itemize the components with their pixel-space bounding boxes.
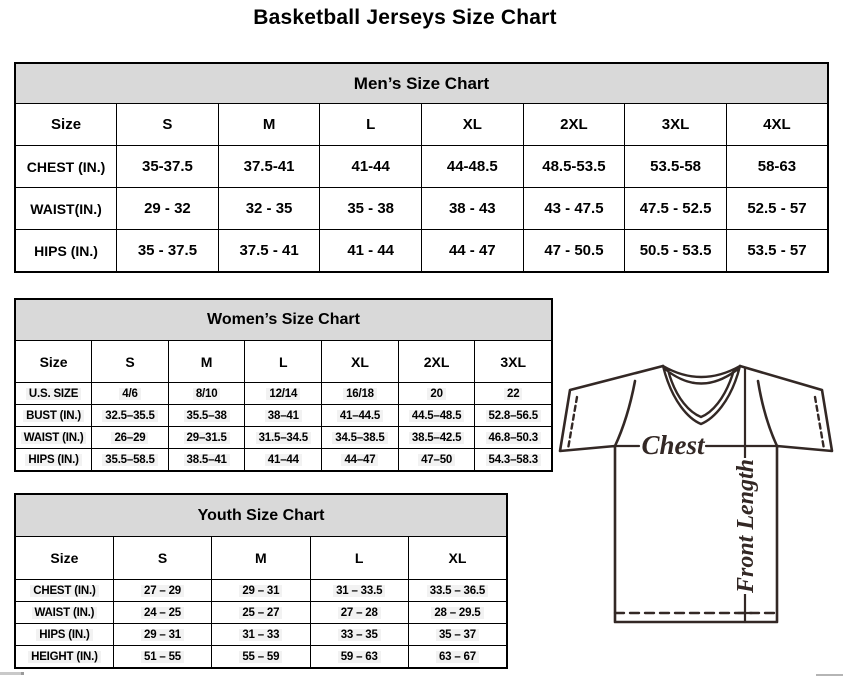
- mens-size-chart-section: [14, 62, 829, 273]
- measurement-value-cell: [212, 580, 310, 602]
- page-title: Basketball Jerseys Size Chart: [253, 6, 557, 29]
- measurement-value-cell: [475, 449, 552, 472]
- measurement-value-text: 12/14: [266, 388, 300, 400]
- table-row: [15, 146, 828, 188]
- measurement-value-cell: [422, 188, 524, 230]
- measurement-label-cell: [15, 188, 117, 230]
- measurement-label-text: U.S. SIZE: [26, 388, 81, 400]
- measurement-value-text: 38.5–41: [184, 454, 230, 466]
- measurement-label-cell: [15, 580, 113, 602]
- measurement-value-text: 55 – 59: [239, 651, 282, 663]
- measurement-value-cell: [408, 580, 507, 602]
- measurement-value-cell: [422, 230, 524, 273]
- measurement-label-text: WAIST (IN.): [32, 607, 98, 619]
- measurement-value-cell: [322, 427, 399, 449]
- measurement-value-text: 38–41: [265, 410, 302, 422]
- size-column-cell: XL: [322, 341, 399, 383]
- measurement-value-cell: [726, 146, 828, 188]
- measurement-value-text: 54.3–58.3: [486, 454, 541, 466]
- measurement-value-text: 8/10: [193, 388, 221, 400]
- table-row: [15, 188, 828, 230]
- measurement-value-text: 50.5 - 53.5: [639, 242, 712, 259]
- size-column-cell: XL: [408, 537, 507, 580]
- measurement-value-cell: [422, 146, 524, 188]
- measurement-value-cell: [168, 427, 245, 449]
- measurement-value-text: 32.5–35.5: [102, 410, 157, 422]
- measurement-label-text: WAIST (IN.): [21, 432, 87, 444]
- measurement-value-cell: [322, 383, 399, 405]
- measurement-value-text: 35.5–38: [184, 410, 230, 422]
- measurement-label-cell: [15, 405, 92, 427]
- measurement-label-cell: [15, 624, 113, 646]
- measurement-value-cell: [92, 427, 169, 449]
- table-row: [15, 646, 507, 669]
- measurement-value-text: 4/6: [119, 388, 140, 400]
- measurement-label-text: HIPS (IN.): [34, 242, 98, 259]
- measurement-value-text: 32 - 35: [245, 200, 293, 217]
- measurement-value-text: 31 – 33: [239, 629, 282, 641]
- measurement-value-cell: [117, 146, 219, 188]
- measurement-value-text: 20: [427, 388, 445, 400]
- measurement-value-cell: [398, 405, 475, 427]
- measurement-value-cell: [408, 624, 507, 646]
- measurement-value-cell: [113, 580, 211, 602]
- chest-label: Chest: [641, 430, 705, 460]
- table-row: [15, 383, 552, 405]
- measurement-value-text: 63 – 67: [436, 651, 479, 663]
- size-column-cell: S: [113, 537, 211, 580]
- size-header-cell: Size: [15, 341, 92, 383]
- womens-size-chart-table: [14, 298, 553, 472]
- measurement-value-cell: [245, 449, 322, 472]
- measurement-value-text: 38 - 43: [448, 200, 496, 217]
- measurement-value-text: 35 - 37.5: [137, 242, 198, 259]
- measurement-value-text: 52.8–56.5: [486, 410, 541, 422]
- measurement-value-text: 24 – 25: [141, 607, 184, 619]
- measurement-value-cell: [212, 646, 310, 669]
- measurement-value-text: 48.5-53.5: [542, 158, 606, 175]
- size-column-cell: 2XL: [398, 341, 475, 383]
- measurement-value-cell: [113, 646, 211, 669]
- measurement-label-cell: [15, 449, 92, 472]
- table-row: [15, 624, 507, 646]
- measurement-value-cell: [92, 383, 169, 405]
- front-length-label: Front Length: [733, 458, 759, 594]
- measurement-value-cell: [398, 427, 475, 449]
- measurement-value-cell: [523, 230, 625, 273]
- measurement-value-text: 29–31.5: [184, 432, 230, 444]
- measurement-value-text: 44–47: [341, 454, 378, 466]
- measurement-value-text: 22: [504, 388, 522, 400]
- size-column-cell: L: [320, 104, 422, 146]
- table-row: [15, 580, 507, 602]
- measurement-value-cell: [113, 602, 211, 624]
- measurement-value-text: 29 – 31: [239, 585, 282, 597]
- measurement-value-cell: [398, 449, 475, 472]
- measurement-value-cell: [117, 188, 219, 230]
- measurement-value-cell: [245, 405, 322, 427]
- measurement-value-cell: [398, 383, 475, 405]
- table-row: [15, 230, 828, 273]
- size-column-cell: 4XL: [726, 104, 828, 146]
- measurement-value-text: 53.5-58: [650, 158, 701, 175]
- jersey-outline: [560, 366, 832, 622]
- measurement-value-cell: [212, 602, 310, 624]
- measurement-value-cell: [245, 427, 322, 449]
- measurement-value-cell: [523, 146, 625, 188]
- measurement-value-cell: [523, 188, 625, 230]
- measurement-value-text: 58-63: [757, 158, 797, 175]
- measurement-label-text: CHEST (IN.): [30, 585, 98, 597]
- measurement-value-text: 47 - 50.5: [544, 242, 604, 259]
- size-column-cell: S: [92, 341, 169, 383]
- measurement-value-cell: [212, 624, 310, 646]
- table-row: [15, 449, 552, 472]
- measurement-value-cell: [625, 230, 727, 273]
- measurement-value-text: 38.5–42.5: [409, 432, 464, 444]
- measurement-value-cell: [320, 146, 422, 188]
- measurement-value-cell: [168, 449, 245, 472]
- measurement-value-text: 35 – 37: [436, 629, 479, 641]
- measurement-value-text: 59 – 63: [338, 651, 381, 663]
- measurement-value-text: 44 - 47: [448, 242, 496, 259]
- measurement-value-cell: [475, 383, 552, 405]
- measurement-value-cell: [168, 383, 245, 405]
- measurement-value-text: 16/18: [343, 388, 377, 400]
- measurement-label-text: BUST (IN.): [23, 410, 84, 422]
- measurement-value-text: 27 – 29: [141, 585, 184, 597]
- size-column-cell: 2XL: [523, 104, 625, 146]
- measurement-value-text: 31.5–34.5: [256, 432, 311, 444]
- table-title-text: Women’s Size Chart: [207, 311, 360, 328]
- measurement-value-cell: [625, 188, 727, 230]
- measurement-value-text: 52.5 - 57: [747, 200, 807, 217]
- measurement-label-text: CHEST (IN.): [26, 158, 106, 175]
- measurement-value-text: 37.5-41: [243, 158, 295, 175]
- measurement-value-cell: [310, 602, 408, 624]
- measurement-value-text: 25 – 27: [239, 607, 282, 619]
- jersey-measurement-diagram: [556, 356, 836, 631]
- youth-size-chart-section: [14, 493, 508, 669]
- measurement-value-text: 47–50: [418, 454, 455, 466]
- measurement-value-cell: [117, 230, 219, 273]
- measurement-value-text: 43 - 47.5: [544, 200, 604, 217]
- measurement-value-text: 41 - 44: [347, 242, 395, 259]
- size-header-cell: Size: [15, 537, 113, 580]
- measurement-value-text: 44-48.5: [446, 158, 498, 175]
- measurement-label-cell: [15, 383, 92, 405]
- measurement-label-text: HIPS (IN.): [25, 454, 81, 466]
- measurement-label-cell: [15, 230, 117, 273]
- measurement-value-cell: [218, 230, 320, 273]
- measurement-label-text: HEIGHT (IN.): [28, 651, 101, 663]
- measurement-value-text: 37.5 - 41: [239, 242, 299, 259]
- measurement-value-cell: [408, 602, 507, 624]
- measurement-label-cell: [15, 602, 113, 624]
- measurement-value-text: 41–44.5: [337, 410, 383, 422]
- measurement-value-text: 44.5–48.5: [409, 410, 464, 422]
- size-column-cell: XL: [422, 104, 524, 146]
- measurement-value-text: 41-44: [351, 158, 390, 175]
- measurement-value-cell: [92, 449, 169, 472]
- size-column-cell: L: [245, 341, 322, 383]
- mens-size-chart-table: [14, 62, 829, 273]
- measurement-value-text: 46.8–50.3: [486, 432, 541, 444]
- table-title-band: [15, 63, 828, 104]
- measurement-value-cell: [218, 188, 320, 230]
- measurement-value-cell: [92, 405, 169, 427]
- measurement-value-cell: [168, 405, 245, 427]
- measurement-label-cell: [15, 427, 92, 449]
- measurement-value-cell: [310, 646, 408, 669]
- size-column-cell: L: [310, 537, 408, 580]
- size-column-cell: 3XL: [625, 104, 727, 146]
- measurement-label-cell: [15, 146, 117, 188]
- measurement-value-text: 53.5 - 57: [747, 242, 807, 259]
- measurement-value-cell: [320, 230, 422, 273]
- measurement-value-cell: [322, 405, 399, 427]
- size-column-cell: 3XL: [475, 341, 552, 383]
- measurement-value-text: 33.5 – 36.5: [427, 585, 488, 597]
- measurement-value-cell: [408, 646, 507, 669]
- size-column-cell: M: [212, 537, 310, 580]
- measurement-label-text: HIPS (IN.): [36, 629, 92, 641]
- measurement-value-text: 27 – 28: [338, 607, 381, 619]
- measurement-value-text: 47.5 - 52.5: [639, 200, 712, 217]
- measurement-value-cell: [113, 624, 211, 646]
- measurement-value-text: 41–44: [265, 454, 302, 466]
- measurement-value-text: 35.5–58.5: [102, 454, 157, 466]
- measurement-value-text: 29 – 31: [141, 629, 184, 641]
- table-title-text: Men’s Size Chart: [353, 73, 490, 93]
- measurement-value-text: 35-37.5: [142, 158, 193, 175]
- horizontal-scrollbar-thumb-tip[interactable]: [21, 672, 24, 675]
- measurement-value-text: 34.5–38.5: [332, 432, 387, 444]
- measurement-value-text: 31 – 33.5: [333, 585, 385, 597]
- measurement-value-cell: [475, 405, 552, 427]
- measurement-value-text: 51 – 55: [141, 651, 184, 663]
- measurement-label-text: WAIST(IN.): [30, 200, 102, 217]
- measurement-value-cell: [726, 188, 828, 230]
- measurement-label-cell: [15, 646, 113, 669]
- horizontal-scrollbar-fragment-right[interactable]: [816, 674, 843, 676]
- table-row: [15, 602, 507, 624]
- measurement-value-cell: [310, 580, 408, 602]
- youth-size-chart-table: [14, 493, 508, 669]
- table-row: [15, 405, 552, 427]
- womens-size-chart-section: [14, 298, 553, 472]
- measurement-value-cell: [322, 449, 399, 472]
- measurement-value-cell: [218, 146, 320, 188]
- size-column-cell: M: [218, 104, 320, 146]
- measurement-value-text: 29 - 32: [144, 200, 191, 217]
- measurement-value-cell: [310, 624, 408, 646]
- measurement-value-cell: [625, 146, 727, 188]
- measurement-value-cell: [245, 383, 322, 405]
- measurement-value-text: 28 – 29.5: [431, 607, 483, 619]
- measurement-value-text: 26–29: [111, 432, 148, 444]
- size-header-cell: Size: [15, 104, 117, 146]
- measurement-value-cell: [475, 427, 552, 449]
- measurement-value-cell: [726, 230, 828, 273]
- measurement-value-cell: [320, 188, 422, 230]
- size-column-cell: S: [117, 104, 219, 146]
- table-title-text: Youth Size Chart: [197, 506, 325, 524]
- measurement-value-text: 35 - 38: [347, 200, 395, 217]
- measurement-value-text: 33 – 35: [338, 629, 381, 641]
- table-row: [15, 427, 552, 449]
- size-column-cell: M: [168, 341, 245, 383]
- table-title-band: [15, 494, 507, 537]
- table-title-band: [15, 299, 552, 341]
